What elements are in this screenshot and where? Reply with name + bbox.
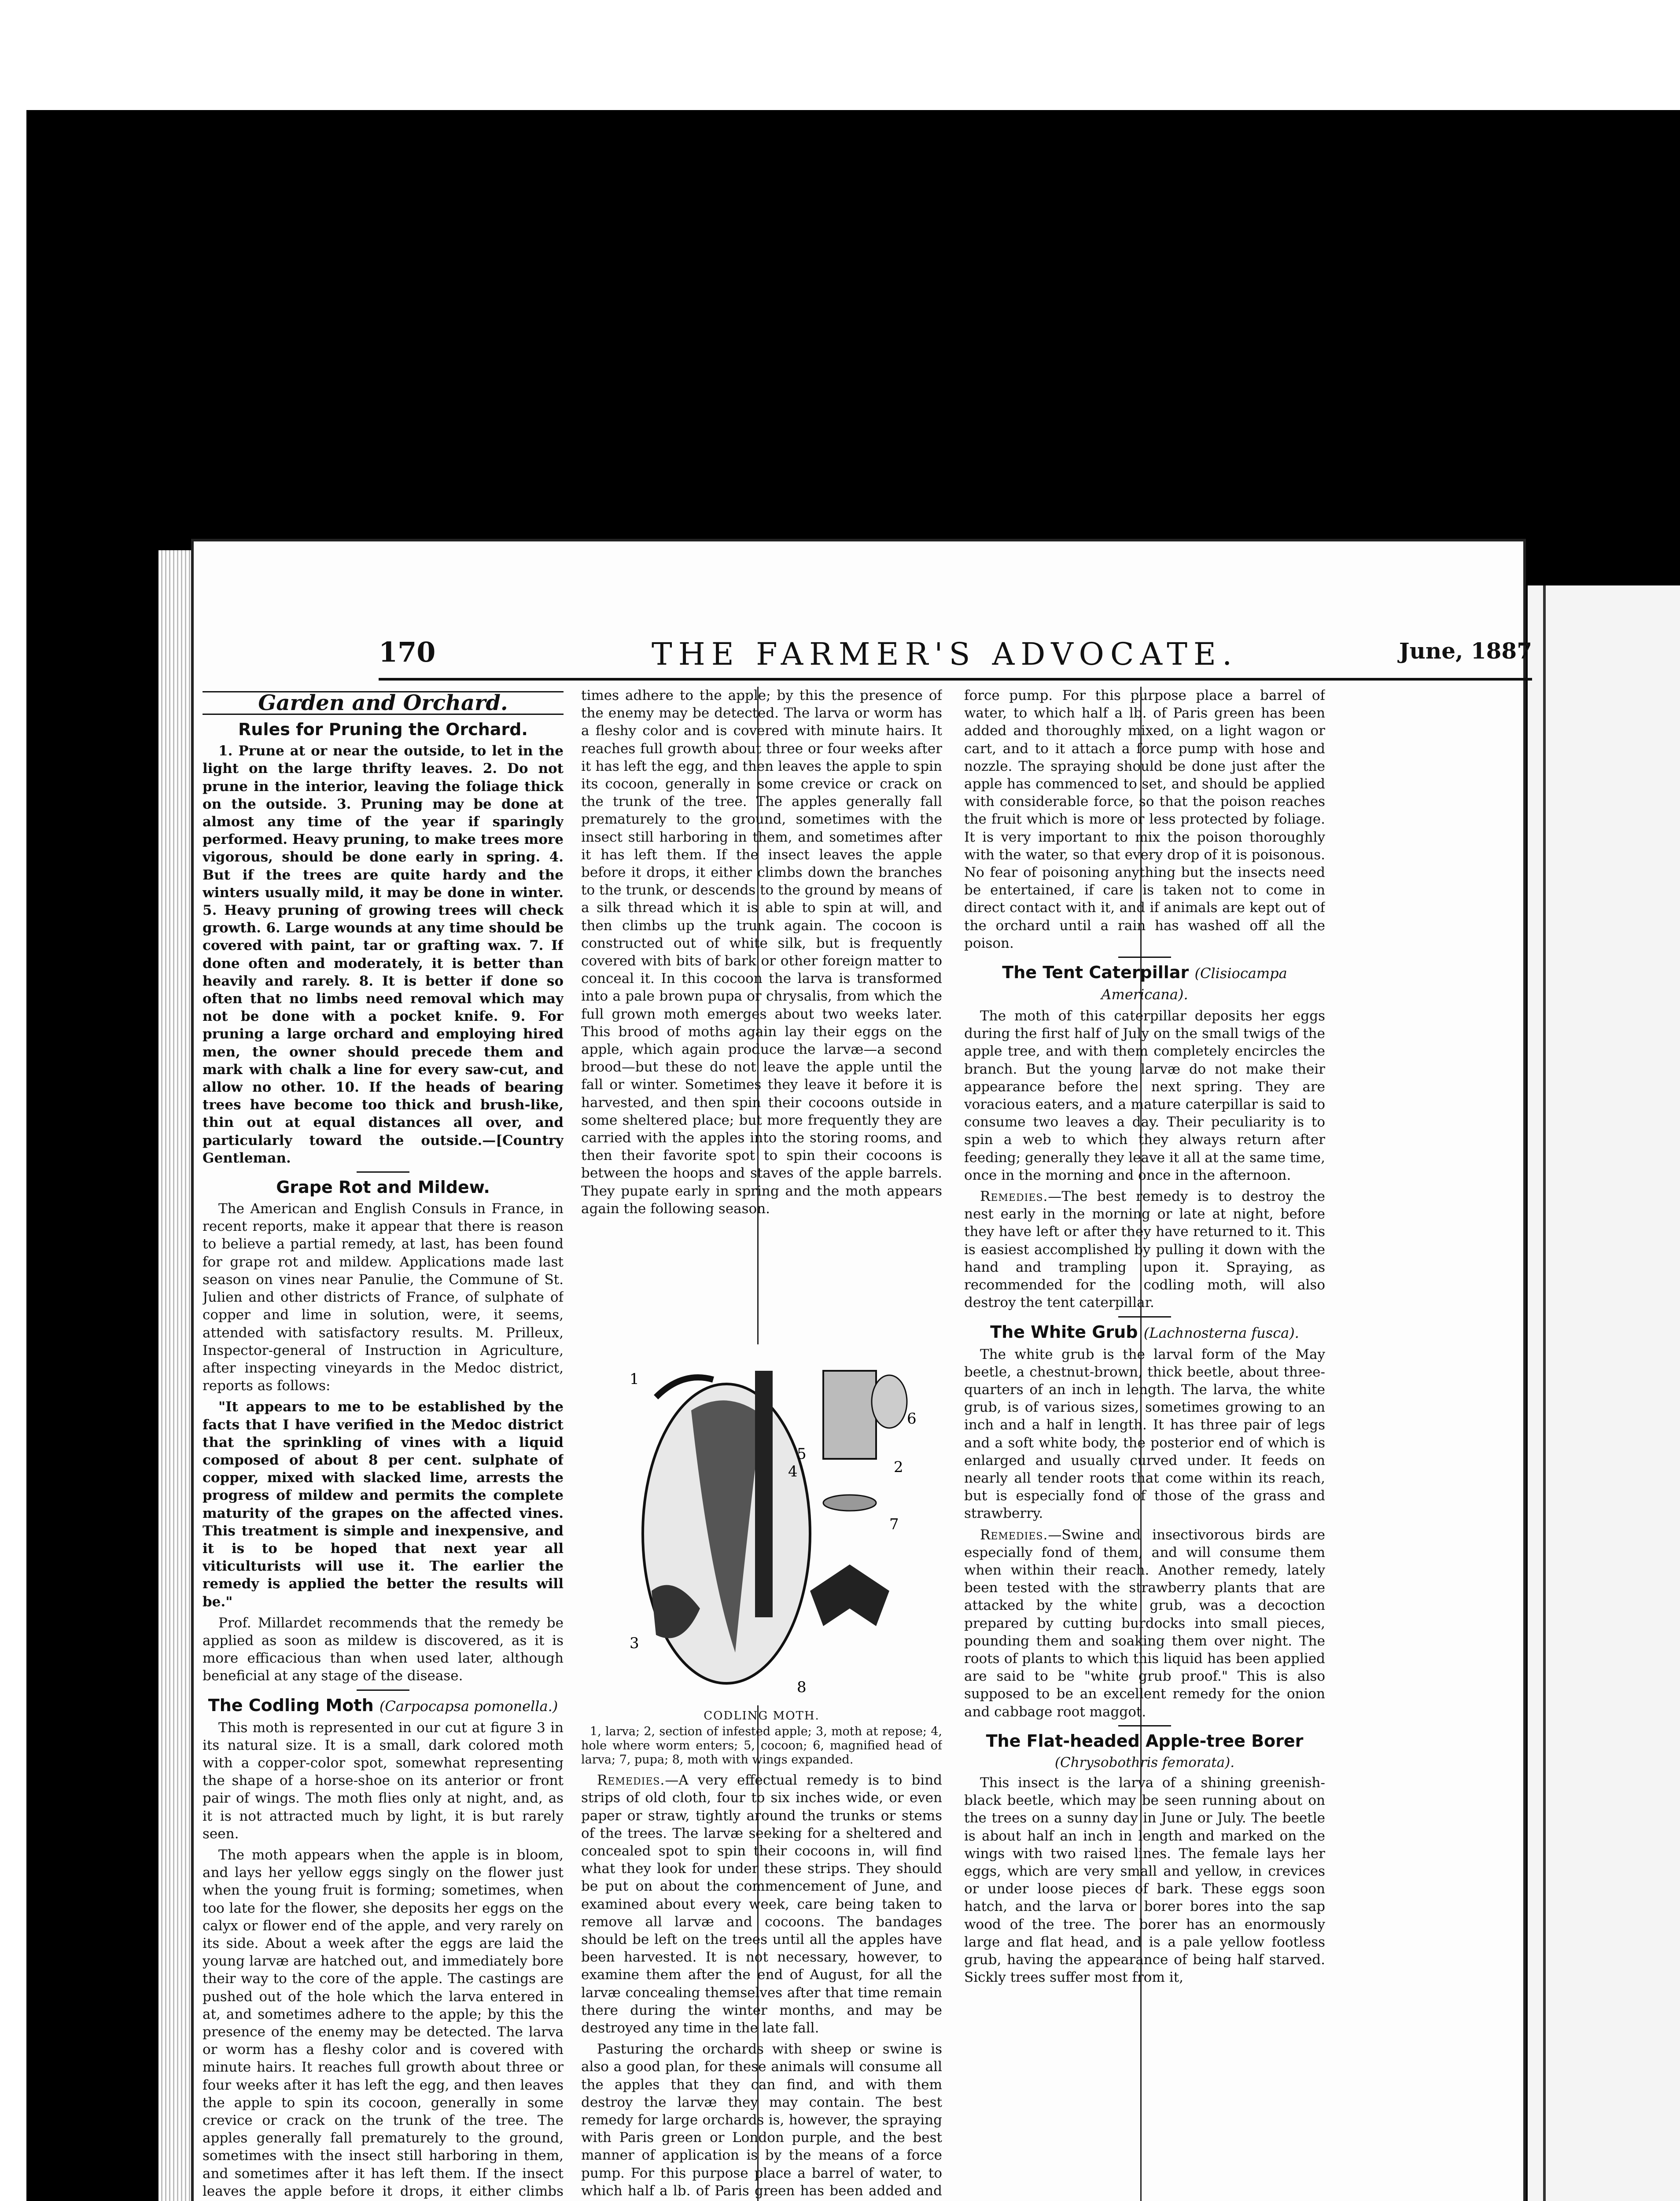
article-divider xyxy=(1118,957,1171,958)
page-header xyxy=(379,636,1532,676)
stem-shape xyxy=(755,1371,773,1617)
title-text: The White Grub xyxy=(990,1322,1138,1342)
fig-label: 4 xyxy=(788,1463,798,1480)
section-heading: Garden and Orchard. xyxy=(203,691,564,715)
continued-text: force pump. For this purpose place a barrel of water, to which half a lb. of Paris green has been added and thoroughly mixed, on a light wagon or cart, and to it attach a force pump with hose and nozzle. The spraying should be done just after the apple has commenced to set, and should be applied with considerable force, so that the poison reaches the fruit which is more or less protected by foliage. It is very important to mix the poison thoroughly with the water, so that every drop of it is poisonous. No fear of poisoning anything but the insects need be entertained, if care is taken not to come in direct contact with it, and if animals are kept out of the orchard until a rain has washed off all the poison. xyxy=(964,688,1325,951)
title-text: The Tent Caterpillar xyxy=(1002,963,1189,983)
book-page-edges xyxy=(158,550,198,2201)
article-title-codling xyxy=(203,1695,564,1716)
column-3 xyxy=(964,687,1325,2201)
remedies-paragraph xyxy=(964,1188,1325,1311)
scan-margin-top xyxy=(0,0,1680,110)
remedies-label: Remedies. xyxy=(980,1527,1048,1543)
fig-label: 5 xyxy=(797,1445,807,1463)
article-title-tent xyxy=(964,962,1325,1005)
facing-page-edge xyxy=(1528,585,1680,2201)
article-paragraph: The white grub is the larval form of the May beetle, a chestnut-brown, thick beetle, about three-quarters of an inch in length. The larva, the white grub, is of various sizes, sometimes growing to an inch and a half in length. It has three pair of legs and a soft white body, the posterior end of which is enlarged and usually curved under. It feeds on nearly all tender roots that come within its reach, but is especially fond of those of the grass and strawberry. xyxy=(964,1346,1325,1522)
figure-legend: 1, larva; 2, section of infested apple; 3, moth at repose; 4, hole where worm enters; 5, cocoon; 6, magnified head of larva; 7, pupa; 8, moth with wings expanded. xyxy=(581,1725,942,1767)
article-divider xyxy=(357,1171,409,1173)
codling-moth-illustration xyxy=(603,1344,920,1705)
fig-label: 8 xyxy=(797,1678,807,1696)
article-paragraph: Pasturing the orchards with sheep or swine is also a good plan, for these animals will consume all the apples that they can find, and with them destroy the larvæ they may contain. The best remedy for large orchards is, however, the spraying with Paris green or London purple, and the best manner of application is by the means of a force pump. For this purpose place a barrel of water, to which half a lb. of Paris green has been added and xyxy=(581,2041,942,2199)
article-quote: "It appears to me to be established by the facts that I have verified in the Medoc district that the sprinkling of vines with a liquid composed of about 8 per cent. sulphate of copper, mixed with slacked lime, arrests the progress of mildew and permits the complete maturity of the grapes on the affected vines. This treatment is simple and inexpensive, and it is to be hoped that next year all viticulturists will use it. The earlier the remedy is applied the better the results will be." xyxy=(203,1399,564,1610)
larva-head-shape xyxy=(872,1375,907,1428)
article-paragraph: This moth is represented in our cut at figure 3 in its natural size. It is a small, dark colored moth with a copper-color spot, somewhat representing the shape of a horse-shoe on its anterior or front pair of wings. The moth flies only at night, and, as it is not attracted much by light, it is but rarely seen. xyxy=(203,1719,564,1842)
fig-label: 3 xyxy=(630,1634,639,1652)
article-body-pruning: 1. Prune at or near the outside, to let in the light on the large thrifty leaves. 2. Do not prune in the interior, leaving the foliage thick on the outside. 3. Pruning may be done at almost any time of the year if sparingly performed. Heavy pruning, to make trees more vigorous, should be done early in spring. 4. But if the trees are quite hardy and the winters usually mild, it may be done in winter. 5. Heavy pruning of growing trees will check growth. 6. Large wounds at any time should be covered with paint, tar or grafting wax. 7. If done often and moderately, it is better than heavily and rarely. 8. It is better if done so often that no limbs need removal which may not be done with a pocket knife. 9. For pruning a large orchard and employing hired men, the owner should precede them and mark with chalk a line for every saw-cut, and allow no other. 10. If the heads of bearing trees have become too thick and brush-like, thin out at equal distances all over, and particularly toward the outside.—[Country Gentleman. xyxy=(203,743,564,1166)
scientific-name: (Clisiocampa Americana). xyxy=(1101,965,1287,1003)
article-paragraph: The moth of this caterpillar deposits her eggs during the first half of July on the small twigs of the apple tree, and with them completely encircles the branch. But the young larvæ do not make their appearance before the next spring. They are voracious eaters, and a mature caterpillar is said to consume two leaves a day. Their peculiarity is to spin a web to which they always return after feeding; generally they leave it all at the same time, once in the morning and once in the afternoon. xyxy=(964,1008,1325,1183)
article-divider xyxy=(1118,1316,1171,1318)
article-title-pruning: Rules for Pruning the Orchard. xyxy=(238,720,528,740)
column-2 xyxy=(581,687,942,2201)
issue-date: June, 1887 xyxy=(1399,638,1532,664)
column-1 xyxy=(203,687,564,2201)
cocoon-shape xyxy=(823,1371,876,1459)
article-divider xyxy=(357,1689,409,1691)
remedies-text: —Swine and insectivorous birds are especially fond of them, and will consume them when within their reach. Another remedy, lately been tested with the strawberry plants that are attacked by the white grub, was a decoction prepared by cutting burdocks into small pieces, pounding them and soaking them over night. The roots of plants to which this liquid has been applied are said to be "white grub proof." This is also supposed to be an excellent remedy for the onion and cabbage root maggot. xyxy=(964,1527,1325,1720)
remedies-paragraph xyxy=(964,1526,1325,1721)
article-divider xyxy=(1118,1725,1171,1726)
scientific-name: (Chrysobothris femorata). xyxy=(1054,1754,1235,1770)
article-paragraph: This insect is the larva of a shining greenish-black beetle, which may be seen running about on the trees on a sunny day in June or July. The beetle is about half an inch in length and marked on the wings with two raised lines. The female lays her eggs, which are very small and yellow, in crevices or under loose pieces of bark. These eggs soon hatch, and the larva or borer bores into the sap wood of the tree. The borer has an enormously large and flat head, and is a pale yellow footless grub, having the appearance of being half starved. Sickly trees suffer most from it, xyxy=(964,1774,1325,1986)
continued-text: times adhere to the apple; by this the presence of the enemy may be detected. The larva or worm has a fleshy color and is covered with minute hairs. It reaches full growth about three or four weeks after it has left the egg, and then leaves the apple to spin its cocoon, generally in some crevice or crack on the trunk of the tree. The apples generally fall prematurely to the ground, sometimes with the insect still harboring in them, and sometimes after it has left them. If the insect leaves the apple before it drops, it either climbs down the branches to the trunk, or descends to the ground by means of a silk thread which it is able to spin at will, and then climbs up the trunk again. The cocoon is constructed out of white silk, but is frequently covered with bits of bark or other foreign matter to conceal it. In this cocoon the larva is transformed into a pale brown pupa or chrysalis, from which the full grown moth emerges about two weeks later. This brood of moths again lay their eggs on the apple, which again produce the larvæ—a second brood—but these do not leave the apple until the fall or winter. Sometimes they leave it before it is harvested, and then spin their cocoons outside in some sheltered place; but more frequently they are carried with the apples into the storing rooms, and then their favorite spot to spin their cocoons is between the hoops and staves of the apple barrels. They pupate early in spring and the moth appears again the following season. xyxy=(581,688,942,1217)
fig-label: 1 xyxy=(630,1370,639,1388)
remedies-label: Remedies. xyxy=(597,1772,665,1789)
remedies-label: Remedies. xyxy=(980,1189,1048,1205)
article-title-borer: The Flat-headed Apple-tree Borer xyxy=(986,1731,1304,1751)
masthead: THE FARMER'S ADVOCATE. xyxy=(652,636,1238,672)
figure-title: CODLING MOTH. xyxy=(704,1709,820,1723)
remedies-text: —A very effectual remedy is to bind strips of old cloth, four to six inches wide, or even paper or straw, tightly around the trunks or stems of the trees. The larvæ seeking for a sheltered and concealed spot to spin their cocoons in, will find what they look for under these strips. They should be put on about the commencement of June, and examined about every week, care being taken to remove all larvæ and cocoons. The bandages should be left on the trees until all the apples have been harvested. It is not necessary, however, to examine them after the end of August, for all the larvæ concealing themselves after that time remain there during the winter months, and may be destroyed any time in the late fall. xyxy=(581,1772,942,2036)
article-title-grape: Grape Rot and Mildew. xyxy=(276,1178,490,1197)
pupa-shape xyxy=(823,1495,876,1511)
fig-label: 7 xyxy=(889,1516,899,1533)
header-rule xyxy=(379,678,1532,681)
fig-label: 6 xyxy=(907,1410,917,1428)
page-number: 170 xyxy=(379,636,436,668)
article-paragraph-long: The moth appears when the apple is in bloom, and lays her yellow eggs singly on the flower just when the young fruit is forming; sometimes, when too late for the flower, she deposits her eggs on the calyx or flower end of the apple, and very rarely on its side. About a week after the eggs are laid the young larvæ are hatched out, and immediately bore their way to the core of the apple. The castings are pushed out of the hole which the larva entered in at, and sometimes adhere to the apple; by this the presence of the enemy may be detected. The larva or worm has a fleshy color and is covered with minute hairs. It reaches full growth about three or four weeks after it has left the egg, and then leaves the apple to spin its cocoon, generally in some crevice or crack on the trunk of the tree. The apples generally fall prematurely to the ground, sometimes with the insect still harboring in them, and sometimes after it has left them. If the insect leaves the apple before it drops, it either climbs xyxy=(203,1847,564,2199)
remedies-text: —The best remedy is to destroy the nest early in the morning or late at night, before they have left or after they have returned to it. This is easiest accomplished by pulling it down with the hand and trampling upon it. Spraying, as recommended for the codling moth, will also destroy the tent caterpillar. xyxy=(964,1189,1325,1311)
article-paragraph: The American and English Consuls in France, in recent reports, make it appear that there is reason to believe a partial remedy, at last, has been found for grape rot and mildew. Applications made last season on vines near Panulie, the Commune of St. Julien and other districts of France, of sulphate of copper and lime in solution, were, it seems, attended with satisfactory results. M. Prilleux, Inspector-general of Instruction in Agriculture, after inspecting vineyards in the Medoc district, reports as follows: xyxy=(203,1201,564,1394)
scientific-name: (Carpocapsa pomonella.) xyxy=(379,1697,558,1715)
article-title-grub xyxy=(964,1322,1325,1343)
remedies-paragraph xyxy=(581,1771,942,2037)
book-gutter-line xyxy=(1543,585,1546,2201)
fig-label: 2 xyxy=(894,1458,903,1476)
article-paragraph: Prof. Millardet recommends that the remedy be applied as soon as mildew is discovered, as it is more efficacious than when used later, although beneficial at any stage of the disease. xyxy=(203,1615,564,1684)
newspaper-page xyxy=(194,541,1532,2201)
codling-continued xyxy=(581,687,942,1338)
scan-margin-left xyxy=(0,0,26,2201)
scientific-name: (Lachnosterna fusca). xyxy=(1143,1324,1299,1341)
title-text: The Codling Moth xyxy=(208,1695,374,1715)
